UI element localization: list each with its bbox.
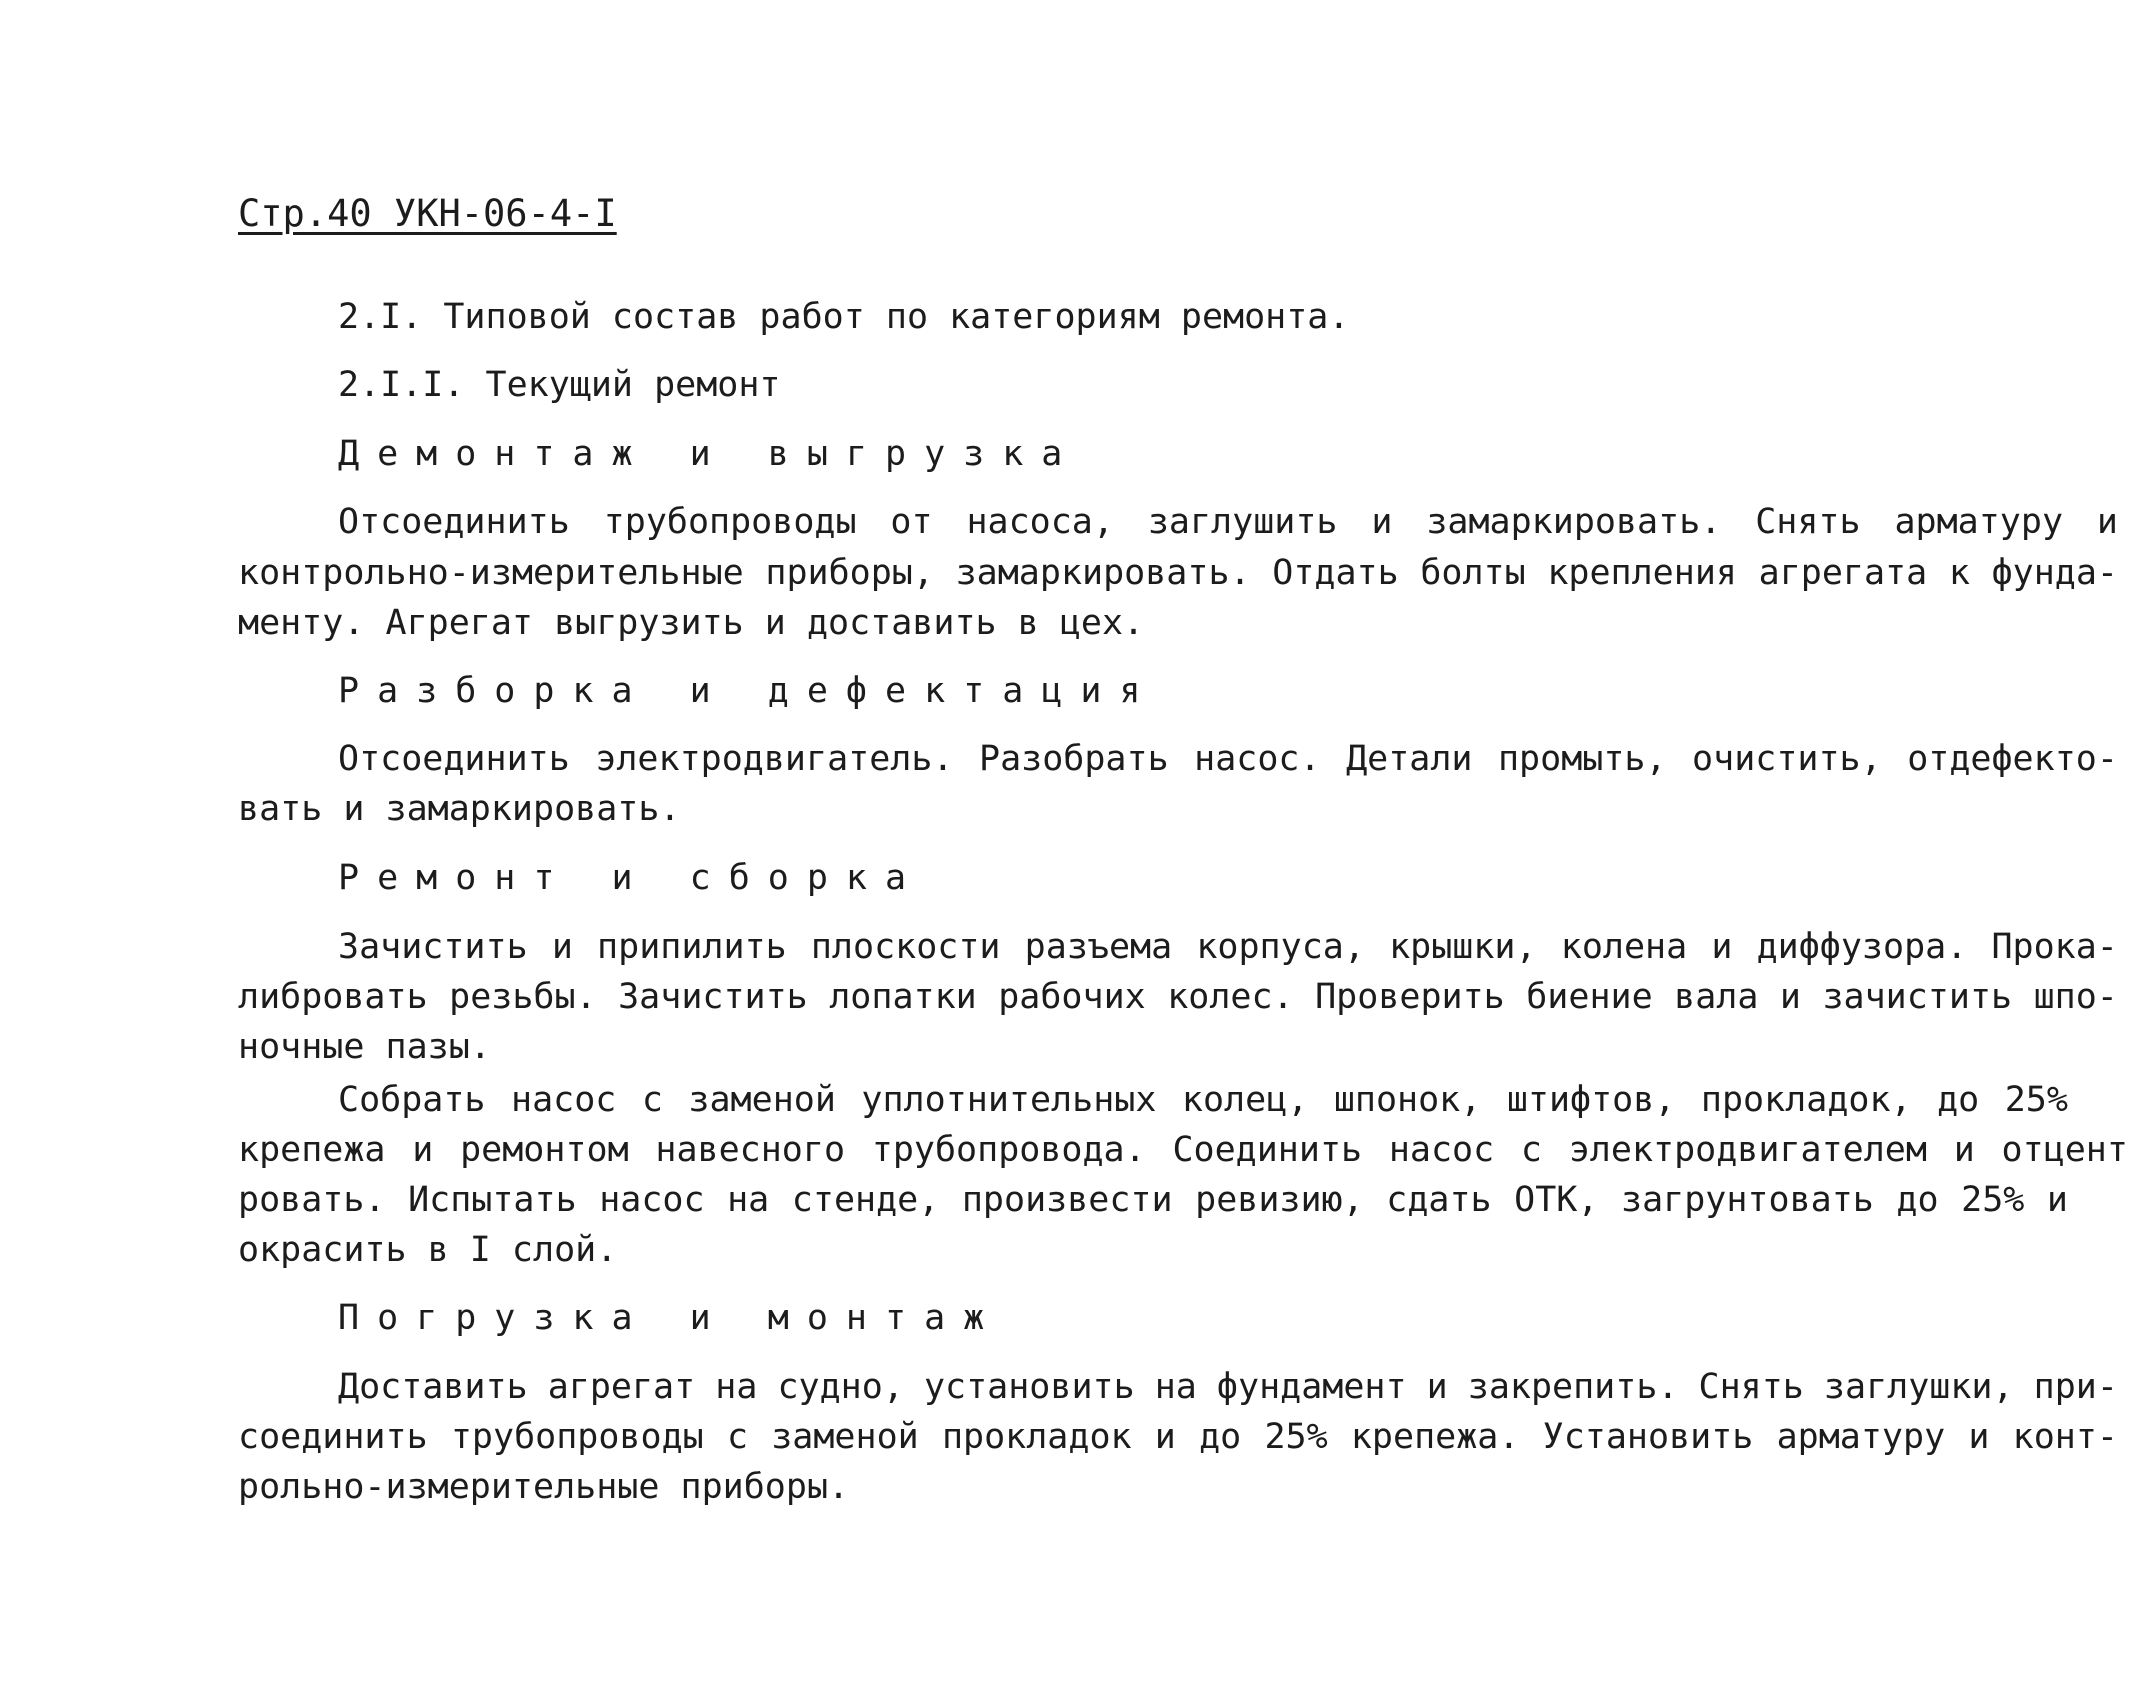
word: лопатки — [829, 977, 977, 1017]
word: Отсоединить — [338, 502, 570, 542]
word: отдефекто- — [1907, 739, 2118, 779]
word: заглушить — [1147, 502, 1338, 542]
word: Разобрать — [979, 739, 1169, 779]
word: арматуру — [1776, 1417, 1946, 1457]
paragraph-line: вать и замаркировать. — [238, 789, 681, 829]
word: либровать — [238, 977, 428, 1017]
word: шпонок, — [1333, 1080, 1482, 1120]
word: крепления — [1547, 553, 1737, 593]
word: конт- — [2012, 1417, 2118, 1457]
word: на — [715, 1367, 758, 1407]
word: загрунтовать — [1621, 1180, 1874, 1220]
word: биение — [1526, 977, 1653, 1017]
word: заменой — [688, 1080, 836, 1120]
word: зачистить — [1822, 977, 2013, 1017]
word: замаркировать. — [955, 553, 1251, 593]
paragraph-line — [338, 927, 2118, 967]
word: и — [1154, 1417, 1176, 1457]
word: насос — [599, 1180, 705, 1220]
word: и — [1953, 1130, 1975, 1170]
word: ревизию, — [1195, 1180, 1364, 1220]
word: 25% — [1264, 1417, 1328, 1457]
word: вала — [1674, 977, 1759, 1017]
word: приборы, — [765, 553, 934, 593]
word: колес. — [1167, 977, 1294, 1017]
word: корпуса, — [1196, 927, 1365, 967]
word: и — [1711, 927, 1733, 967]
paragraph-line — [238, 1180, 2068, 1220]
word: заглушки, — [1823, 1367, 2014, 1407]
word: Испытать — [408, 1180, 577, 1220]
word: насоса, — [966, 502, 1114, 542]
word: отцент — [2001, 1130, 2128, 1170]
word: Зачистить — [338, 927, 528, 967]
word: плоскости — [810, 927, 1001, 967]
word: и — [2096, 502, 2118, 542]
word: Прока- — [1991, 927, 2118, 967]
word: от — [890, 502, 933, 542]
word: Соединить — [1172, 1130, 1363, 1170]
word: и — [551, 927, 573, 967]
word: уплотнительных — [861, 1080, 1157, 1120]
word: на — [727, 1180, 770, 1220]
word: Отдать — [1272, 553, 1399, 593]
paragraph-line: менту. Агрегат выгрузить и доставить в цех. — [238, 603, 1145, 643]
word: на — [1154, 1367, 1197, 1407]
word: при- — [2033, 1367, 2118, 1407]
word: стенде, — [791, 1180, 940, 1220]
word: колена — [1560, 927, 1688, 967]
paragraph-line — [338, 1080, 2068, 1120]
word: шпо- — [2033, 977, 2118, 1017]
word: Доставить — [338, 1367, 528, 1407]
paragraph-line: рольно-измерительные приборы. — [238, 1467, 850, 1507]
page-header: Стр.40 УКН-06-4-I — [238, 192, 617, 235]
word: с — [641, 1080, 663, 1120]
word: Снять — [1698, 1367, 1804, 1407]
word: диффузора. — [1756, 927, 1968, 967]
paragraph-line — [238, 1417, 2118, 1457]
word: электродвигателем — [1568, 1130, 1927, 1170]
word: сдать — [1386, 1180, 1492, 1220]
paragraph-line — [338, 502, 2118, 542]
paragraph-line — [238, 553, 2118, 593]
word: контрольно-измерительные — [238, 553, 744, 593]
word: Снять — [1755, 502, 1861, 542]
word: агрегата — [1758, 553, 1928, 593]
word: болты — [1420, 553, 1526, 593]
word: 25% — [1961, 1180, 2025, 1220]
word: фунда- — [1991, 553, 2118, 593]
word: насос — [511, 1080, 617, 1120]
word: к — [1948, 553, 1970, 593]
word: Собрать — [338, 1080, 486, 1120]
word: трубопроводы — [603, 502, 857, 542]
word: заменой — [771, 1417, 919, 1457]
word: Детали — [1346, 739, 1473, 779]
word: ремонтом — [460, 1130, 629, 1170]
word: ОТК, — [1514, 1180, 1599, 1220]
word: ровать. — [238, 1180, 386, 1220]
word: трубопровода. — [871, 1130, 1146, 1170]
word: и — [1968, 1417, 1990, 1457]
paragraph-line: окрасить в I слой. — [238, 1230, 618, 1270]
word: 25% — [2004, 1080, 2068, 1120]
section-title: 2.I. Типовой состав работ по категориям ремонта. — [338, 297, 1350, 337]
word: замаркировать. — [1426, 502, 1722, 542]
word: и — [1371, 502, 1393, 542]
word: промыть, — [1497, 739, 1667, 779]
word: крепежа. — [1350, 1417, 1520, 1457]
word: до — [1896, 1180, 1939, 1220]
word: навесного — [655, 1130, 846, 1170]
section-heading-disassembly: Разборка и дефектация — [338, 671, 1159, 711]
word: арматуру — [1894, 502, 2064, 542]
word: и — [2046, 1180, 2068, 1220]
word: Установить — [1542, 1417, 1754, 1457]
word: Отсоединить — [338, 739, 570, 779]
word: резьбы. — [449, 977, 597, 1017]
word: агрегат — [547, 1367, 696, 1407]
word: насос — [1388, 1130, 1495, 1170]
word: очистить, — [1692, 739, 1882, 779]
section-heading-dismantling: Демонтаж и выгрузка — [338, 434, 1081, 474]
word: насос. — [1194, 739, 1321, 779]
word: до — [1199, 1417, 1242, 1457]
word: колец, — [1181, 1080, 1309, 1120]
word: до — [1937, 1080, 1980, 1120]
word: Проверить — [1315, 977, 1505, 1017]
subsection-title: 2.I.I. Текущий ремонт — [338, 365, 781, 405]
word: и — [412, 1130, 434, 1170]
word: трубопроводы — [450, 1417, 704, 1457]
word: и — [1426, 1367, 1448, 1407]
section-heading-repair: Ремонт и сборка — [338, 858, 925, 898]
word: закрепить. — [1467, 1367, 1679, 1407]
word: прокладок — [941, 1417, 1132, 1457]
word: разъема — [1024, 927, 1173, 967]
word: Зачистить — [618, 977, 808, 1017]
paragraph-line — [338, 739, 2118, 779]
word: с — [1520, 1130, 1542, 1170]
word: припилить — [597, 927, 787, 967]
word: электродвигатель. — [595, 739, 954, 779]
paragraph-line — [238, 977, 2118, 1017]
word: с — [726, 1417, 749, 1457]
word: крышки, — [1389, 927, 1537, 967]
word: штифтов, — [1506, 1080, 1676, 1120]
paragraph-line — [338, 1367, 2118, 1407]
word: соединить — [238, 1417, 428, 1457]
word: произвести — [961, 1180, 1173, 1220]
paragraph-line — [238, 1130, 2128, 1170]
word: прокладок, — [1700, 1080, 1912, 1120]
section-heading-installation: Погрузка и монтаж — [338, 1298, 1003, 1338]
word: судно, — [777, 1367, 904, 1407]
word: крепежа — [238, 1130, 386, 1170]
word: установить — [923, 1367, 1135, 1407]
word: рабочих — [998, 977, 1146, 1017]
word: и — [1779, 977, 1801, 1017]
paragraph-line: ночные пазы. — [238, 1027, 491, 1067]
word: фундамент — [1216, 1367, 1407, 1407]
